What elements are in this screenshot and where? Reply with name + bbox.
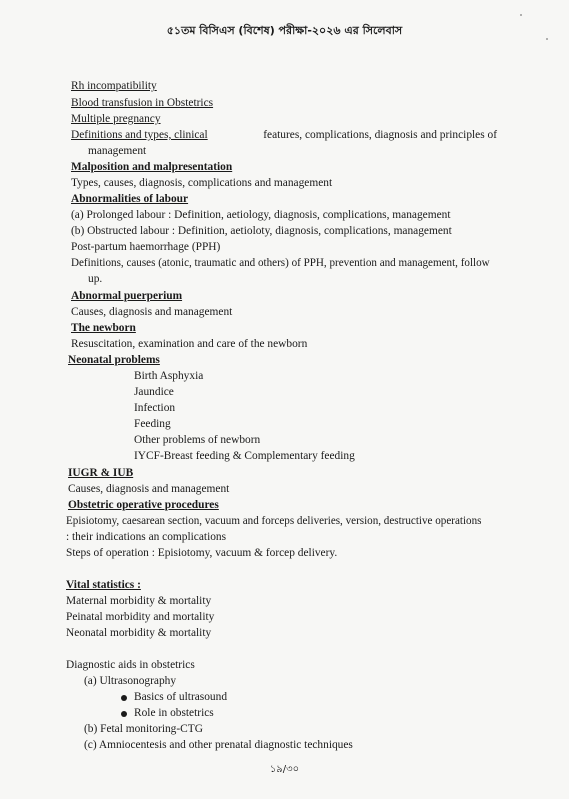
pph-detail: Definitions, causes (atonic, traumatic and others) of PPH, prevention and management, follow — [71, 257, 490, 269]
heading-malposition: Malposition and malpresentation — [71, 161, 233, 173]
detail-rest: features, complications, diagnosis and principles of — [263, 129, 497, 141]
topic-rh-incompatibility: Rh incompatibility — [71, 80, 157, 92]
scan-speck — [520, 14, 522, 16]
neonatal-item: Other problems of newborn — [134, 434, 261, 446]
heading-abnormal-puerperium: Abnormal puerperium — [71, 290, 183, 302]
detail-underlined-part: Definitions and types, clinical — [71, 129, 208, 141]
fetal-monitoring-item: (b) Fetal monitoring-CTG — [84, 723, 203, 735]
heading-iugr: IUGR & IUB — [68, 467, 134, 479]
amniocentesis-item: (c) Amniocentesis and other prenatal diagnostic techniques — [84, 739, 353, 751]
pph-title: Post-partum haemorrhage (PPH) — [71, 241, 221, 253]
topic-blood-transfusion: Blood transfusion in Obstetrics — [71, 97, 214, 109]
neonatal-item: Infection — [134, 402, 176, 414]
vital-item: Maternal morbidity & mortality — [66, 595, 212, 607]
heading-operative-procedures: Obstetric operative procedures — [68, 499, 219, 511]
diagnostic-aids-title: Diagnostic aids in obstetrics — [66, 659, 195, 671]
puerperium-detail: Causes, diagnosis and management — [71, 306, 233, 318]
iugr-detail: Causes, diagnosis and management — [68, 483, 230, 495]
heading-newborn: The newborn — [71, 322, 136, 334]
scan-speck — [546, 38, 548, 40]
pph-detail-cont: up. — [88, 273, 103, 285]
ultrasound-subitem: Role in obstetrics — [134, 707, 214, 719]
malposition-detail: Types, causes, diagnosis, complications and management — [71, 177, 333, 189]
bullet-icon — [121, 695, 127, 701]
procedures-list: Episiotomy, caesarean section, vacuum and forceps deliveries, version, destructive operations — [66, 515, 482, 527]
topic-multiple-pregnancy: Multiple pregnancy — [71, 113, 161, 125]
heading-vital-statistics: Vital statistics : — [66, 579, 141, 591]
procedures-list-cont: : their indications an complications — [66, 531, 227, 543]
multiple-pregnancy-detail — [71, 128, 497, 142]
neonatal-item: Jaundice — [134, 386, 174, 398]
bullet-icon — [121, 711, 127, 717]
prolonged-labour: (a) Prolonged labour : Definition, aetiology, diagnosis, complications, management — [71, 209, 451, 221]
ultrasonography-item: (a) Ultrasonography — [84, 675, 177, 687]
heading-neonatal-problems: Neonatal problems — [68, 354, 160, 366]
neonatal-item: Feeding — [134, 418, 171, 430]
neonatal-item: Birth Asphyxia — [134, 370, 204, 382]
detail-continuation: management — [88, 145, 147, 157]
vital-item: Peinatal morbidity and mortality — [66, 611, 215, 623]
page-number: ১৯/৩০ — [269, 764, 300, 775]
vital-item: Neonatal morbidity & mortality — [66, 627, 212, 639]
ultrasound-subitem: Basics of ultrasound — [134, 691, 228, 703]
neonatal-item: IYCF-Breast feeding & Complementary feeding — [134, 450, 355, 462]
operation-steps: Steps of operation : Episiotomy, vacuum & forcep delivery. — [66, 547, 338, 559]
heading-abnormal-labour: Abnormalities of labour — [71, 193, 189, 205]
newborn-detail: Resuscitation, examination and care of the newborn — [71, 338, 308, 350]
page-header: ৫১তম বিসিএস (বিশেষ) পরীক্ষা-২০২৬ এর সিলেবাস — [166, 24, 403, 37]
obstructed-labour: (b) Obstructed labour : Definition, aetioloty, diagnosis, complications, management — [71, 225, 452, 237]
